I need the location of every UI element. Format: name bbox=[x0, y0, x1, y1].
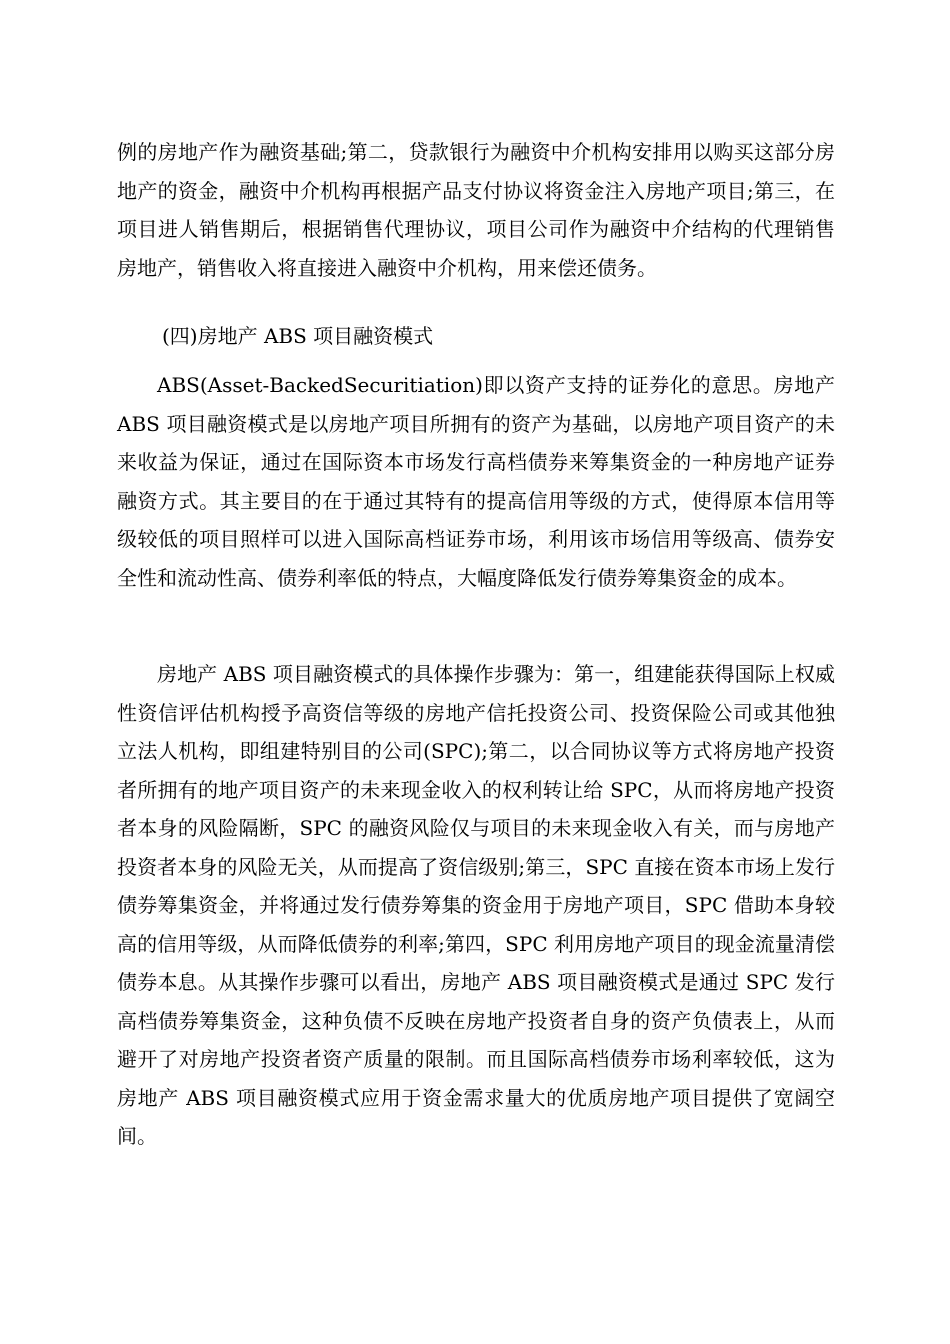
paragraph-project-financing-continuation: 例的房地产作为融资基础;第二，贷款银行为融资中介机构安排用以购买这部分房地产的资金，融资中介机构再根据产品支付协议将资金注入房地产项目;第三，在项目进人销售期后，根据销售代理协议，项目公司作为融资中介结构的代理销售房地产，销售收入将直接进入融资中介机构，用来偿还债务。 bbox=[117, 140, 835, 280]
paragraph-abs-operation-steps: 房地产 ABS 项目融资模式的具体操作步骤为：第一，组建能获得国际上权威性资信评估机构授予高资信等级的房地产信托投资公司、投资保险公司或其他独立法人机构，即组建特别目的公司(SPC);第二，以合同协议等方式将房地产投资者所拥有的地产项目资产的未来现金收入的权利转让给 SPC，从而将房地产投资者本身的风险隔断，SPC 的融资风险仅与项目的未来现金收入有关，而与房地产投资者本身的风险无关，从而提高了资信级别;第三，SPC 直接在资本市场上发行债券筹集资金，并将通过发行债券筹集的资金用于房地产项目，SPC 借助本身较高的信用等级，从而降低债券的利率;第四，SPC 利用房地产项目的现金流量清偿债券本息。从其操作步骤可以看出，房地产 ABS 项目融资模式是通过 SPC 发行高档债券筹集资金，这种负债不反映在房地产投资者自身的资产负债表上，从而避开了对房地产投资者资产质量的限制。而且国际高档债券市场利率较低，这为房地产 ABS 项目融资模式应用于资金需求量大的优质房地产项目提供了宽阔空间。 bbox=[117, 662, 835, 1148]
section-heading-real-estate-abs: (四)房地产 ABS 项目融资模式 bbox=[162, 324, 434, 348]
paragraph-abs-definition: ABS(Asset-BackedSecuritiation)即以资产支持的证券化的意思。房地产 ABS 项目融资模式是以房地产项目所拥有的资产为基础，以房地产项目资产的未来收益为保证，通过在国际资本市场发行高档债券来筹集资金的一种房地产证券融资方式。其主要目的在于通过其特有的提高信用等级的方式，使得原本信用等级较低的项目照样可以进入国际高档证券市场，利用该市场信用等级高、债券安全性和流动性高、债券利率低的特点，大幅度降低发行债券筹集资金的成本。 bbox=[117, 373, 835, 590]
